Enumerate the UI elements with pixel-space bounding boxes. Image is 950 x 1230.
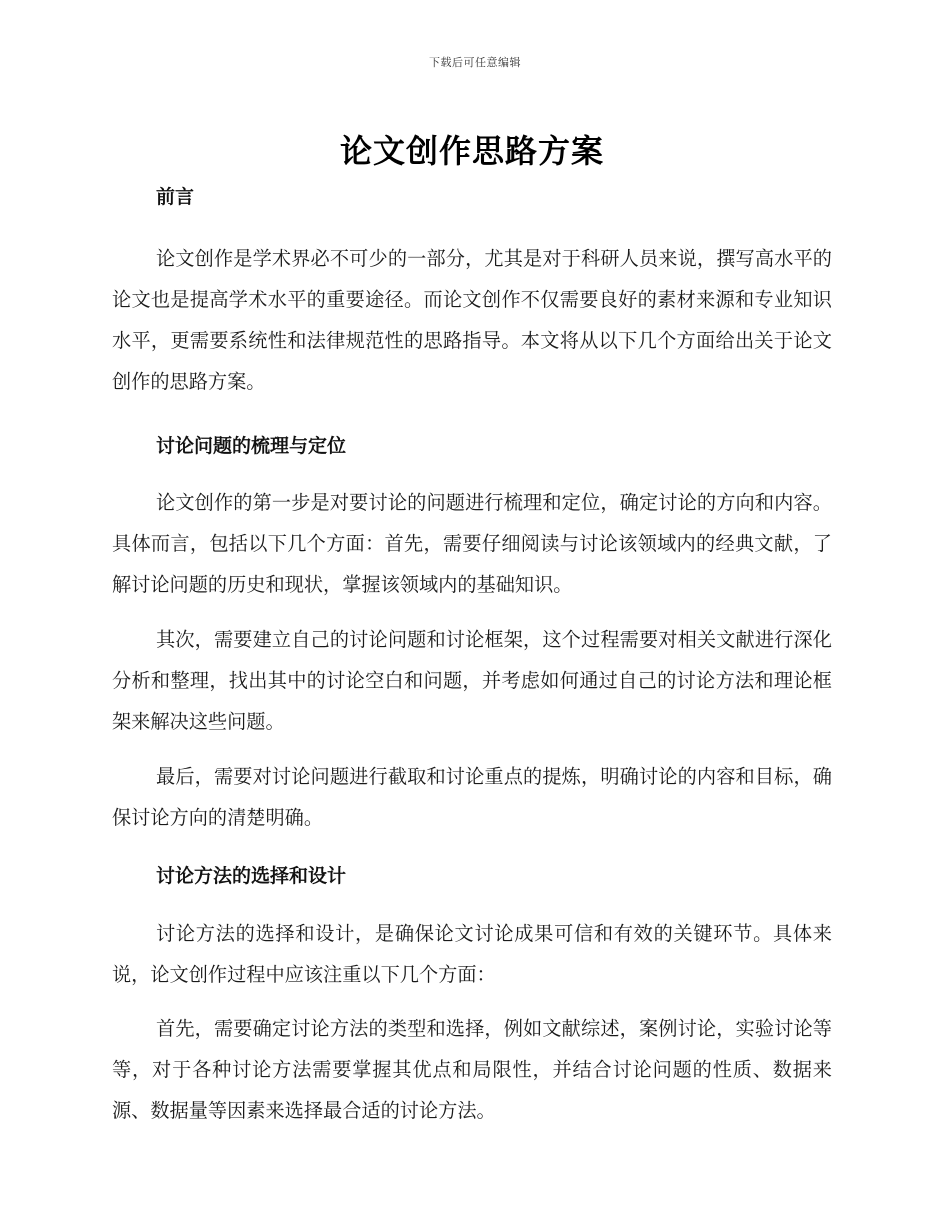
paragraph-problem-definition-1: 论文创作的第一步是对要讨论的问题进行梳理和定位，确定讨论的方向和内容。具体而言，包括以下几个方面：首先，需要仔细阅读与讨论该领域内的经典文献，了解讨论问题的历史和现状，掌握该领域内的基础知识。 (112, 491, 832, 596)
paragraph-preface: 论文创作是学术界必不可少的一部分，尤其是对于科研人员来说，撰写高水平的论文也是提高学术水平的重要途径。而论文创作不仅需要良好的素材来源和专业知识水平，更需要系统性和法律规范性的思路指导。本文将从以下几个方面给出关于论文创作的思路方案。 (112, 247, 832, 393)
document-body (112, 128, 832, 1131)
paragraph-problem-definition-3: 最后，需要对讨论问题进行截取和讨论重点的提炼，明确讨论的内容和目标，确保讨论方向的清楚明确。 (112, 765, 832, 829)
document-title: 论文创作思路方案 (339, 132, 604, 170)
paragraph-method-design-2: 首先，需要确定讨论方法的类型和选择，例如文献综述，案例讨论，实验讨论等等，对于各种讨论方法需要掌握其优点和局限性，并结合讨论问题的性质、数据来源、数据量等因素来选择最合适的讨论方法。 (112, 1017, 832, 1122)
section-heading-problem-definition: 讨论问题的梳理与定位 (156, 435, 347, 457)
section-heading-method-design: 讨论方法的选择和设计 (156, 865, 347, 887)
paragraph-problem-definition-2: 其次，需要建立自己的讨论问题和讨论框架，这个过程需要对相关文献进行深化分析和整理，找出其中的讨论空白和问题，并考虑如何通过自己的讨论方法和理论框架来解决这些问题。 (112, 628, 832, 733)
section-heading-preface: 前言 (156, 186, 195, 208)
page-header-note: 下载后可任意编辑 (429, 56, 521, 69)
paragraph-method-design-1: 讨论方法的选择和设计，是确保论文讨论成果可信和有效的关键环节。具体来说，论文创作过程中应该注重以下几个方面： (112, 922, 832, 986)
